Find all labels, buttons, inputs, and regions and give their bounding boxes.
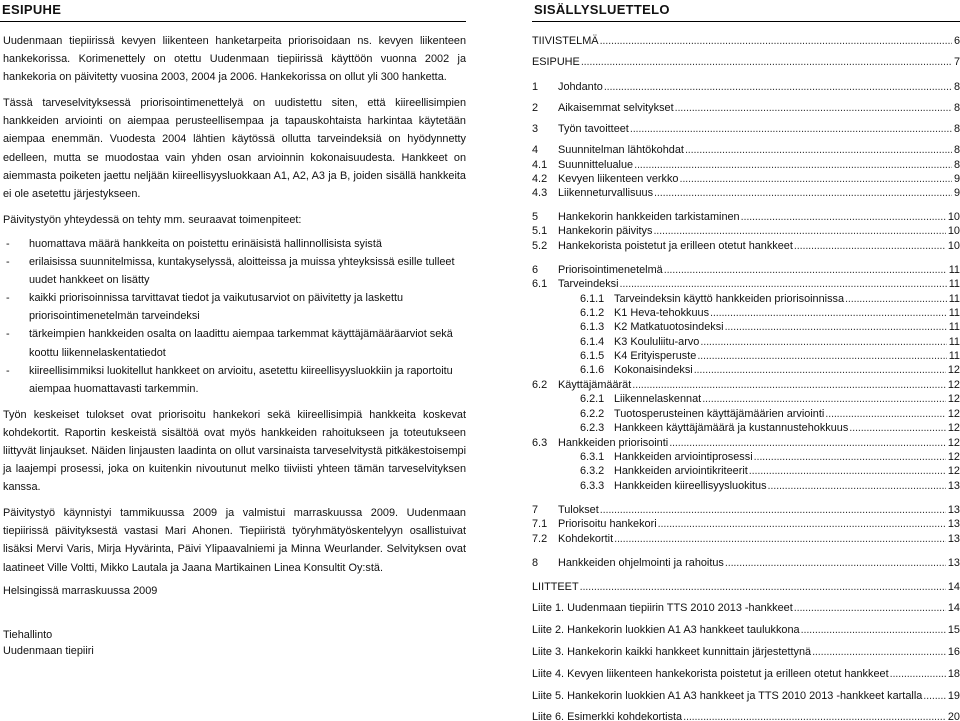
toc-entry[interactable]: [532, 667, 960, 681]
toc-entry-title: LIITTEET: [532, 581, 579, 593]
toc-entry-number: 3: [532, 123, 539, 135]
toc-leader-dots: [702, 392, 946, 406]
toc-entry[interactable]: [532, 407, 960, 421]
toc-entry-title: Liite 2. Hankekorin luokkien A1 A3 hankkeet taulukkona: [532, 624, 800, 636]
toc-entry-page: 12: [947, 364, 960, 376]
toc-entry-page: 14: [947, 581, 960, 593]
toc-entry-number: 1: [532, 81, 539, 93]
toc-entry-page: 11: [948, 264, 960, 276]
toc-entry-page: 16: [947, 646, 960, 658]
preface-column: [0, 0, 466, 585]
toc-entry[interactable]: [532, 122, 960, 136]
toc-entry[interactable]: [532, 580, 960, 594]
toc-entry-title: K1 Heva-tehokkuus: [614, 307, 710, 319]
toc-heading: SISÄLLYSLUETTELO: [532, 0, 960, 22]
toc-entry-title: Suunnitelman lähtökohdat: [558, 144, 684, 156]
toc-entry[interactable]: [532, 623, 960, 637]
toc-leader-dots: [890, 667, 946, 681]
toc-entry-title: Liite 6. Esimerkki kohdekortista: [532, 711, 683, 721]
preface-heading: ESIPUHE: [0, 0, 466, 22]
toc-leader-dots: [600, 34, 952, 48]
toc-entry-number: 6.1: [532, 278, 548, 290]
toc-entry[interactable]: [532, 101, 960, 115]
toc-entry[interactable]: [532, 292, 960, 306]
toc-leader-dots: [741, 210, 946, 224]
preface-paragraph-2: Tässä tarveselvityksessä priorisointimenettelyä on uudistettu siten, että kiireellisimpien hankkeiden arviointi on aiempaa perusteellisempaa ja tapauskohtaista harkintaa käytetään aiempaa enemmän. Vuodesta 2004 lähtien käytössä ollutta tarveindeksiä on hyödynnetty edelleen, mutta se muodostaa vain yhden osan arvioinnin kokonaisuudesta. Hankkeet on aiemmasta poiketen jaettu neljään kiireellisyysluokkaan A1, A2, A3 ja B, joiden sisällä hankkeita ei ole asetettu järjestykseen.: [3, 97, 466, 200]
toc-entry-title: Hankekorin päivitys: [558, 225, 653, 237]
list-item: - huomattava määrä hankkeita on poistettu erinäisistä hallinnollisista syistä: [6, 237, 382, 250]
preface-paragraph-1: Uudenmaan tiepiirissä kevyen liikenteen hanketarpeita priorisoidaan ns. kevyen liikenteen hankekorissa. Korimenettely on otettu Uudenmaan tiepiirissä käyttöön vuonna 2002 ja hankekoria on päivitetty vuosina 2003, 2004 ja 2006. Hankekorissa on ollut yli 300 hanketta.: [3, 35, 466, 84]
toc-entry-page: 18: [947, 668, 960, 680]
toc-entry-page: 7: [953, 56, 960, 68]
toc-entry[interactable]: [532, 34, 960, 48]
toc-entry-number: 8: [532, 557, 539, 569]
toc-entry[interactable]: [532, 436, 960, 450]
toc-entry-page: 12: [947, 437, 960, 449]
toc-entry-page: 11: [948, 278, 960, 290]
toc-entry-title: Tuotosperusteinen käyttäjämäärien arviointi: [614, 408, 825, 420]
toc-entry-page: 12: [947, 465, 960, 477]
toc-leader-dots: [725, 320, 947, 334]
toc-entry-title: Tarveindeksin käyttö hankkeiden priorisoinnissa: [614, 293, 845, 305]
toc-entry-number: 4.3: [532, 187, 548, 199]
toc-entry[interactable]: [532, 335, 960, 349]
toc-leader-dots: [749, 464, 946, 478]
list-item: - erilaisissa suunnitelmissa, kuntakyselyssä, aloitteissa ja muissa yhteyksissä esille tulleet uudet hankkeet on lisätty: [6, 256, 455, 287]
toc-entry-page: 12: [947, 422, 960, 434]
toc-entry[interactable]: [532, 601, 960, 615]
toc-entry-number: 6.2.2: [580, 408, 605, 420]
toc-entry-title: Liite 1. Uudenmaan tiepiirin TTS 2010 2013 -hankkeet: [532, 602, 793, 614]
toc-entry-title: Tulokset: [558, 504, 599, 516]
measures-list: [0, 235, 466, 398]
toc-entry-title: K4 Erityisperuste: [614, 350, 697, 362]
toc-entry-number: 4: [532, 144, 539, 156]
toc-entry-title: Liite 4. Kevyen liikenteen hankekorista poistetut ja erilleen otetut hankkeet: [532, 668, 889, 680]
toc-entry-page: 11: [948, 350, 960, 362]
toc-leader-dots: [710, 306, 947, 320]
toc-entry-title: ESIPUHE: [532, 56, 580, 68]
toc-entry[interactable]: [532, 503, 960, 517]
toc-leader-dots: [923, 689, 946, 703]
toc-leader-dots: [580, 580, 946, 594]
toc-entry-title: Kevyen liikenteen verkko: [558, 173, 679, 185]
toc-entry[interactable]: [532, 186, 960, 200]
toc-entry-page: 8: [953, 102, 960, 114]
toc-entry-number: 6.1.3: [580, 321, 605, 333]
toc-entry-number: 5.1: [532, 225, 548, 237]
preface-paragraph-3: Päivitystyön yhteydessä on tehty mm. seuraavat toimenpiteet:: [3, 213, 302, 226]
toc-entry-number: 4.2: [532, 173, 548, 185]
toc-entry-number: 6.3: [532, 437, 548, 449]
toc-entry[interactable]: [532, 710, 960, 721]
toc-entry-page: 14: [947, 602, 960, 614]
toc-entry-page: 12: [947, 393, 960, 405]
toc-entry[interactable]: [532, 263, 960, 277]
toc-entry[interactable]: [532, 689, 960, 703]
toc-entry[interactable]: [532, 450, 960, 464]
toc-entry-title: Hankkeiden arviointikriteerit: [614, 465, 748, 477]
toc-entry-title: Hankkeiden arviointiprosessi: [614, 451, 753, 463]
toc-entry-number: 6.3.3: [580, 480, 605, 492]
toc-entry-number: 6.3.1: [580, 451, 605, 463]
toc-leader-dots: [669, 436, 946, 450]
toc-leader-dots: [694, 363, 946, 377]
toc-entry-title: Aikaisemmat selvitykset: [558, 102, 674, 114]
toc-entry[interactable]: [532, 645, 960, 659]
toc-entry-page: 11: [948, 307, 960, 319]
toc-entry-title: Liite 3. Hankekorin kaikki hankkeet kunnittain järjestettynä: [532, 646, 812, 658]
toc-leader-dots: [658, 517, 946, 531]
toc-entry-page: 13: [947, 518, 960, 530]
toc-entry[interactable]: [532, 55, 960, 69]
toc-leader-dots: [700, 335, 946, 349]
toc-entry-title: K2 Matkatuotosindeksi: [614, 321, 724, 333]
toc-entry-number: 6.2: [532, 379, 548, 391]
toc-entry-number: 5.2: [532, 240, 548, 252]
toc-entry[interactable]: [532, 320, 960, 334]
toc-entry[interactable]: [532, 80, 960, 94]
toc-entry-title: Priorisoitu hankekori: [558, 518, 657, 530]
toc-leader-dots: [725, 556, 946, 570]
toc-entry[interactable]: [532, 363, 960, 377]
toc-leader-dots: [812, 645, 946, 659]
toc-leader-dots: [801, 623, 946, 637]
toc-leader-dots: [845, 292, 947, 306]
toc-entry[interactable]: [532, 306, 960, 320]
toc-entry-number: 2: [532, 102, 539, 114]
toc-leader-dots: [600, 503, 946, 517]
toc-entry-title: Hankkeiden priorisointi: [558, 437, 669, 449]
toc-leader-dots: [849, 421, 946, 435]
toc-entry-number: 7.2: [532, 533, 548, 545]
toc-entry-page: 13: [947, 480, 960, 492]
toc-entry[interactable]: [532, 532, 960, 546]
preface-paragraph-4: Työn keskeiset tulokset ovat priorisoitu hankekori sekä kiireellisimpiä hankkeita koskevat kohdekortit. Raportin keskeistä sisältöä ovat myös hankkeiden rahoitukseen ja toteutukseen liittyvät linjaukset. Näiden linjausten laadinta on ollut varsinaista tarveselvitystä pitkäkestoisempi ja laajempi prosessi, joka on kuitenkin nivoutunut melko tiiviisti yhteen tämän tarveselvityksen kanssa.: [3, 408, 466, 494]
toc-entry[interactable]: [532, 349, 960, 363]
toc-leader-dots: [632, 378, 946, 392]
toc-entry-page: 9: [953, 173, 960, 185]
toc-leader-dots: [794, 239, 946, 253]
toc-entry-number: 7.1: [532, 518, 548, 530]
toc-leader-dots: [697, 349, 946, 363]
signature-unit: Uudenmaan tiepiiri: [3, 645, 94, 657]
toc-entry-title: Hankkeen käyttäjämäärä ja kustannustehokkuus: [614, 422, 849, 434]
toc-entry[interactable]: [532, 464, 960, 478]
toc-entry-page: 15: [947, 624, 960, 636]
list-item: - tärkeimpien hankkeiden osalta on laadittu aiempaa tarkemmat käyttäjämääräarviot sekä koottu liikennelaskentatiedot: [6, 328, 453, 359]
toc-entry[interactable]: [532, 392, 960, 406]
toc-entry-title: Liite 5. Hankekorin luokkien A1 A3 hankkeet ja TTS 2010 2013 -hankkeet kartalla: [532, 690, 923, 702]
toc-leader-dots: [685, 143, 952, 157]
toc-entry[interactable]: [532, 556, 960, 570]
toc-entry[interactable]: [532, 172, 960, 186]
toc-column: [532, 0, 960, 721]
toc-leader-dots: [825, 407, 946, 421]
toc-entry-title: Suunnittelualue: [558, 159, 634, 171]
toc-entry-title: Hankkeiden kiireellisyysluokitus: [614, 480, 767, 492]
toc-entry-title: Hankekorista poistetut ja erilleen otetut hankkeet: [558, 240, 793, 252]
toc-entry-number: 4.1: [532, 159, 548, 171]
toc-leader-dots: [654, 186, 952, 200]
toc-entry-page: 11: [948, 293, 960, 305]
toc-entry[interactable]: [532, 479, 960, 493]
toc-entry-number: 6.3.2: [580, 465, 605, 477]
toc-entry-title: TIIVISTELMÄ: [532, 35, 599, 47]
toc-entry-title: Työn tavoitteet: [558, 123, 629, 135]
toc-entry-title: Hankekorin hankkeiden tarkistaminen: [558, 211, 740, 223]
list-item: - kiireellisimmiksi luokitellut hankkeet on arvioitu, asetettu kiireellisyysluokkiin ja raportoitu aiempaa huomattavasti tarkemmin.: [6, 364, 453, 395]
toc-entry-page: 10: [947, 240, 960, 252]
preface-paragraph-5: Päivitystyö käynnistyi tammikuussa 2009 ja valmistui marraskuussa 2009. Uudenmaan tiepiirissä päivityksestä vastasi Mari Ahonen. Tiepiiristä työryhmätyöskentelyyn osallistuivat lisäksi Mervi Varis, Mirja Hyvärinta, Päivi Ylipaavalniemi ja Minna Weurlander. Selvityksen ovat laatineet Ville Voltti, Mikko Lautala ja Jaana Martikainen Linea Konsultit Oy:stä.: [3, 507, 466, 574]
place-date: Helsingissä marraskuussa 2009: [3, 585, 158, 597]
toc-entry[interactable]: [532, 517, 960, 531]
toc-entry-title: Kohdekortit: [558, 533, 614, 545]
toc-entry-page: 8: [953, 81, 960, 93]
toc-entry[interactable]: [532, 143, 960, 157]
toc-entry-title: Liikennelaskennat: [614, 393, 702, 405]
toc-leader-dots: [683, 710, 946, 721]
signature-org: Tiehallinto: [3, 629, 53, 641]
toc-entry-number: 6.1.5: [580, 350, 605, 362]
toc-entry[interactable]: [532, 239, 960, 253]
toc-entry-page: 6: [953, 35, 960, 47]
toc-entry[interactable]: [532, 210, 960, 224]
toc-entry-page: 11: [948, 321, 960, 333]
toc-entry-number: 6.1.2: [580, 307, 605, 319]
toc-entry-number: 6: [532, 264, 539, 276]
toc-entry-number: 6.2.1: [580, 393, 605, 405]
toc-entry-page: 12: [947, 408, 960, 420]
toc-entry-number: 5: [532, 211, 539, 223]
toc-leader-dots: [679, 172, 951, 186]
toc-leader-dots: [581, 55, 952, 69]
toc-leader-dots: [620, 277, 947, 291]
toc-entry-title: Liikenneturvallisuus: [558, 187, 654, 199]
toc-entry-page: 19: [947, 690, 960, 702]
toc-entry[interactable]: [532, 158, 960, 172]
toc-entry-title: Hankkeiden ohjelmointi ja rahoitus: [558, 557, 724, 569]
toc-leader-dots: [754, 450, 946, 464]
toc-entry-number: 6.1.1: [580, 293, 605, 305]
toc-entry-title: Johdanto: [558, 81, 603, 93]
toc-leader-dots: [794, 601, 946, 615]
toc-entry-page: 13: [947, 557, 960, 569]
toc-entry-page: 10: [947, 225, 960, 237]
toc-leader-dots: [653, 224, 945, 238]
toc-entry-page: 8: [953, 144, 960, 156]
toc-entry-page: 11: [948, 336, 960, 348]
toc-leader-dots: [630, 122, 952, 136]
toc-leader-dots: [614, 532, 946, 546]
toc-entry-page: 8: [953, 123, 960, 135]
toc-entry-title: Priorisointimenetelmä: [558, 264, 663, 276]
toc-entry[interactable]: [532, 421, 960, 435]
toc-entry-page: 20: [947, 711, 960, 721]
toc-entry[interactable]: [532, 224, 960, 238]
toc-entry-page: 8: [953, 159, 960, 171]
toc-leader-dots: [768, 479, 946, 493]
toc-leader-dots: [604, 80, 952, 94]
toc-entry-page: 12: [947, 379, 960, 391]
toc-entry-page: 13: [947, 504, 960, 516]
toc-entry[interactable]: [532, 378, 960, 392]
toc-leader-dots: [664, 263, 947, 277]
toc-entry-page: 12: [947, 451, 960, 463]
toc-entry-title: Käyttäjämäärät: [558, 379, 632, 391]
toc-entry-page: 9: [953, 187, 960, 199]
toc-entry-title: Kokonaisindeksi: [614, 364, 693, 376]
toc-entry-page: 13: [947, 533, 960, 545]
toc-entry-number: 6.1.4: [580, 336, 605, 348]
toc-entry-title: K3 Koululiitu-arvo: [614, 336, 700, 348]
toc-entry[interactable]: [532, 277, 960, 291]
toc-entry-title: Tarveindeksi: [558, 278, 619, 290]
toc-entry-page: 10: [947, 211, 960, 223]
toc-entry-number: 7: [532, 504, 539, 516]
toc-entry-number: 6.2.3: [580, 422, 605, 434]
toc-leader-dots: [634, 158, 952, 172]
toc-leader-dots: [675, 101, 952, 115]
list-item: - kaikki priorisoinnissa tarvittavat tiedot ja vaikutusarviot on päivitetty ja laskettu priorisointimenetelmän tarveindeksi: [6, 292, 404, 323]
toc-entry-number: 6.1.6: [580, 364, 605, 376]
